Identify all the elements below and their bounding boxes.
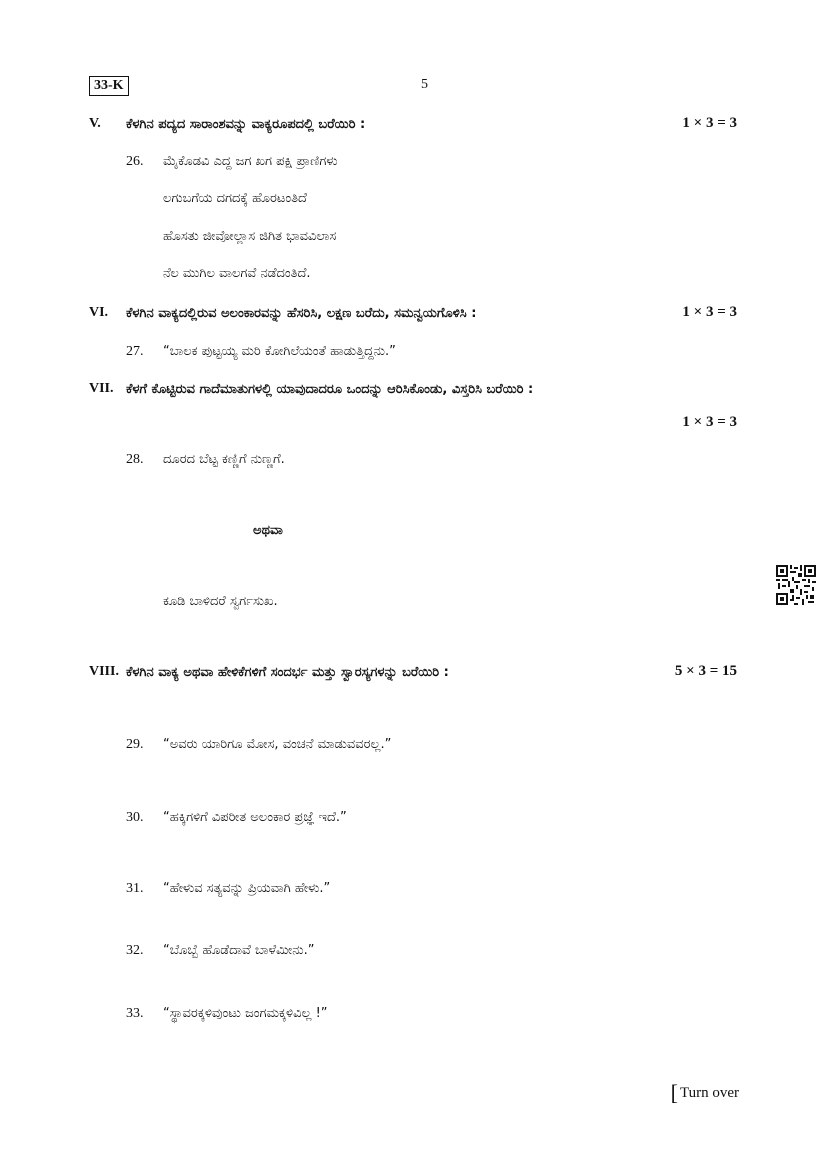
question-number: 29. [126,737,144,752]
question-number: 26. [126,154,144,169]
section-v-instruction: ಕೆಳಗಿನ ಪದ್ಯದ ಸಾರಾಂಶವನ್ನು ವಾಕ್ಯರೂಪದಲ್ಲಿ ಬರೆಯಿರಿ : [126,117,366,132]
or-label: ಅಥವಾ [253,523,283,538]
section-vii-number: VII. [89,381,114,396]
turn-over-label [671,1080,739,1106]
section-v-marks: 1 × 3 = 3 [682,115,737,131]
section-viii-marks: 5 × 3 = 15 [674,663,737,679]
section-vi-number: VI. [89,305,109,320]
quote-text: “ಅವರು ಯಾರಿಗೂ ಮೋಸ, ವಂಚನೆ ಮಾಡುವವರಲ್ಲ.” [163,737,392,752]
quote-text: “ಹೇಳುವ ಸತ್ಯವನ್ನು ಪ್ರಿಯವಾಗಿ ಹೇಳು.” [163,881,331,896]
question-text: “ಬಾಲಕ ಪುಟ್ಟಯ್ಯ ಮರಿ ಕೋಗಿಲೆಯಂತೆ ಹಾಡುತ್ತಿದ್ದನು.” [163,344,396,359]
section-vi-marks: 1 × 3 = 3 [682,304,737,320]
turn-over-text: Turn over [679,1085,739,1101]
question-number: 27. [126,344,144,359]
turn-over-bracket: [ [670,1080,678,1105]
section-v-number: V. [89,116,101,131]
section-vii-marks: 1 × 3 = 3 [682,414,737,430]
proverb-text: ದೂರದ ಬೆಟ್ಟ ಕಣ್ಣಿಗೆ ನುಣ್ಣಗೆ. [163,452,285,467]
question-number: 30. [126,810,144,825]
poem-line: ಲಗುಬಗೆಯ ದಗದಕ್ಕೆ ಹೊರಟಂತಿದೆ [163,191,307,206]
poem-line: ಹೊಸತು ಜೀವೋಲ್ಲಾಸ ಜಿಗಿತ ಭಾವವಿಲಾಸ [163,229,337,244]
qr-code-icon [776,565,816,605]
section-viii-number: VIII. [89,664,119,679]
section-vii-instruction: ಕೆಳಗೆ ಕೊಟ್ಟಿರುವ ಗಾದೆಮಾತುಗಳಲ್ಲಿ ಯಾವುದಾದರೂ ಒಂದನ್ನು ಆರಿಸಿಕೊಂಡು, ವಿಸ್ತರಿಸಿ ಬರೆಯಿರಿ : [126,382,534,397]
question-number: 33. [126,1006,144,1021]
page-number: 5 [421,77,428,92]
section-vi-instruction: ಕೆಳಗಿನ ವಾಕ್ಯದಲ್ಲಿರುವ ಅಲಂಕಾರವನ್ನು ಹೆಸರಿಸಿ, ಲಕ್ಷಣ ಬರೆದು, ಸಮನ್ವಯಗೊಳಿಸಿ : [126,306,477,321]
question-number: 28. [126,452,144,467]
quote-text: “ಬೊಬ್ಬೆ ಹೊಡೆದಾವೆ ಬಾಳೆಮೀನು.” [163,943,315,958]
question-number: 32. [126,943,144,958]
question-number: 31. [126,881,144,896]
quote-text: “ಸ್ಥಾವರಕ್ಕಳಿವುಂಟು ಜಂಗಮಕ್ಕಳಿವಿಲ್ಲ !” [163,1006,328,1021]
poem-line: ಮೈಕೊಡವಿ ಎದ್ದ ಜಗ ಖಗ ಪಕ್ಷಿ ಪ್ರಾಣಿಗಳು [163,154,338,169]
poem-line: ನೆಲ ಮುಗಿಲ ವಾಲಗವೆ ನಡೆದಂತಿದೆ. [163,266,311,281]
quote-text: “ಹಕ್ಕಿಗಳಿಗೆ ವಿಪರೀತ ಅಲಂಕಾರ ಪ್ರಜ್ಞೆ ಇದೆ.” [163,810,347,825]
section-viii-instruction: ಕೆಳಗಿನ ವಾಕ್ಯ ಅಥವಾ ಹೇಳಿಕೆಗಳಿಗೆ ಸಂದರ್ಭ ಮತ್ತು ಸ್ವಾರಸ್ಯಗಳನ್ನು ಬರೆಯಿರಿ : [126,665,449,680]
proverb-text: ಕೂಡಿ ಬಾಳಿದರೆ ಸ್ವರ್ಗಸುಖ. [163,594,278,609]
paper-code-box: 33-K [89,76,129,96]
